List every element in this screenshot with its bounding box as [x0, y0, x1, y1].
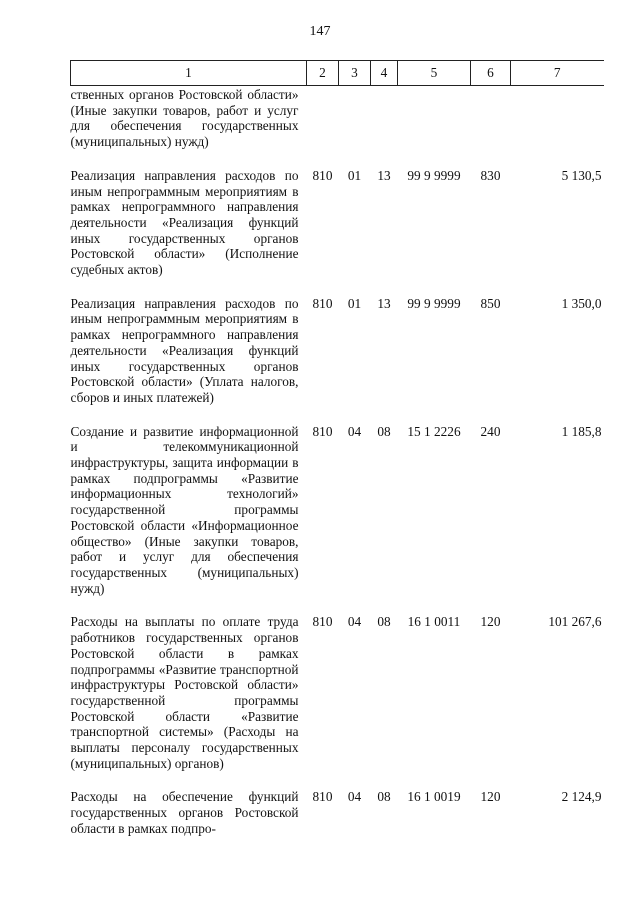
- row-amount: [511, 86, 604, 168]
- row-amount: 1 185,8: [561, 423, 602, 439]
- row-col-5: [398, 86, 471, 168]
- row-col-6: 830: [480, 167, 501, 183]
- row-col-6: 120: [480, 614, 501, 630]
- row-col-5: 16 1 0011: [407, 614, 461, 630]
- row-col-5: 16 1 0019: [407, 789, 461, 805]
- row-description: Реализация направления расходов по иным непрограммным мероприятиям в рамках непрограммного направления деятельности «Реализация функций иных государственных органов Ростовской области» (Исполнение судебных актов): [70, 167, 299, 278]
- row-col-3: 04: [347, 789, 362, 805]
- row-col-3: [339, 86, 371, 168]
- table-row: [71, 789, 604, 854]
- row-col-6: [471, 86, 511, 168]
- row-col-3: 04: [347, 423, 362, 439]
- column-header-6: 6: [471, 61, 511, 86]
- row-col-4: 08: [377, 614, 391, 630]
- row-col-4: [371, 86, 398, 168]
- row-col-2: 810: [312, 423, 333, 439]
- table-row: [71, 614, 604, 789]
- row-col-2: [307, 86, 339, 168]
- column-header-3: 3: [339, 61, 371, 86]
- column-header-5: 5: [398, 61, 471, 86]
- table-row: [71, 296, 604, 424]
- row-col-5: 15 1 2226: [407, 423, 461, 439]
- row-col-2: 810: [312, 789, 333, 805]
- row-col-6: 850: [480, 295, 501, 311]
- table-row: [71, 168, 604, 296]
- row-amount: 5 130,5: [561, 167, 602, 183]
- header-row: [71, 61, 604, 86]
- column-header-2: 2: [307, 61, 339, 86]
- row-col-2: 810: [312, 167, 333, 183]
- row-col-5: 99 9 9999: [407, 167, 461, 183]
- row-col-2: 810: [312, 614, 333, 630]
- row-col-6: 240: [480, 423, 501, 439]
- column-header-7: 7: [511, 61, 604, 86]
- row-description: ственных органов Ростовской области» (Иные закупки товаров, работ и услуг для обеспечения государственных (муниципальных) нужд): [70, 87, 299, 150]
- table-row: [71, 424, 604, 615]
- table-header: [71, 61, 604, 86]
- row-amount: 101 267,6: [548, 614, 602, 630]
- row-col-4: 13: [377, 167, 391, 183]
- table-body: [71, 86, 604, 855]
- row-col-5: 99 9 9999: [407, 295, 461, 311]
- row-description: Расходы на обеспечение функций государственных органов Ростовской области в рамках подпро-: [70, 789, 299, 836]
- column-header-4: 4: [371, 61, 398, 86]
- row-description: Создание и развитие информационной и телекоммуникационной инфраструктуры, защита информации в рамках подпрограммы «Развитие информационных технологий» государственной программы Ростовской области «Информационное общество» (Иные закупки товаров, работ и услуг для обеспечения государственных (муниципальных) нужд): [70, 423, 299, 596]
- row-col-4: 13: [377, 295, 391, 311]
- row-description: Реализация направления расходов по иным непрограммным мероприятиям в рамках непрограммного направления деятельности «Реализация функций иных государственных органов Ростовской области» (Уплата налогов, сборов и иных платежей): [70, 295, 299, 405]
- row-col-4: 08: [377, 789, 391, 805]
- row-amount: 1 350,0: [561, 295, 602, 311]
- row-col-3: 04: [347, 614, 362, 630]
- row-description: Расходы на выплаты по оплате труда работников государственных органов Ростовской области в рамках подпрограммы «Развитие транспортной инфраструктуры Ростовской области» государственной программы Ростовской области «Развитие транспортной системы» (Расходы на выплаты персоналу государственных (муниципальных) органов): [70, 614, 299, 771]
- column-header-1: 1: [71, 61, 307, 86]
- budget-table: [70, 60, 604, 855]
- page-number: 147: [309, 24, 331, 39]
- table-row: [71, 86, 604, 168]
- row-col-3: 01: [347, 295, 362, 311]
- row-col-2: 810: [312, 295, 333, 311]
- row-col-6: 120: [480, 789, 501, 805]
- row-col-3: 01: [347, 167, 362, 183]
- row-col-4: 08: [377, 423, 391, 439]
- row-amount: 2 124,9: [561, 789, 602, 805]
